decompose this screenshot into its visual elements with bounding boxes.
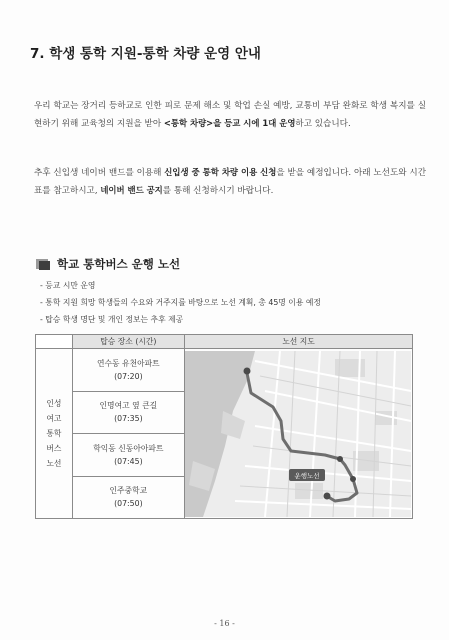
stop-time: (07:35) — [114, 414, 143, 424]
intro-text-1: 우리 학교는 장거리 등하교로 인한 피로 문제 해소 및 학업 손실 예방, 교통비 부담 완화로 학생 복지를 실현하기 위해 교육청의 지원을 받아 — [34, 101, 426, 129]
intro-text-2: 하고 있습니다. — [295, 118, 351, 129]
application-paragraph — [34, 164, 426, 199]
application-text-3: 를 통해 신청하시기 바랍니다. — [162, 185, 274, 196]
stop-cell — [72, 391, 184, 434]
application-bold-2: 네이버 밴드 공지 — [100, 184, 163, 195]
bullet-list — [40, 277, 321, 328]
application-text-1: 추후 신입생 네이버 밴드를 이용해 — [34, 168, 165, 178]
stop-marker — [324, 492, 331, 499]
stop-marker — [337, 456, 343, 462]
stop-cell — [72, 434, 184, 477]
route-label: 인성 여고 통학 버스 노선 — [46, 399, 62, 468]
stop-marker — [350, 476, 356, 482]
stop-name: 연수동 유천아파트 — [96, 358, 160, 368]
stop-time: (07:20) — [114, 371, 143, 381]
stop-name: 학익동 신동아아파트 — [93, 443, 164, 453]
bullet-item: - 탑승 학생 명단 및 개인 정보는 추후 제공 — [40, 315, 184, 324]
stop-cell — [72, 476, 184, 519]
route-map — [185, 351, 411, 517]
page-number: - 16 - — [214, 619, 235, 628]
section-title: 7. 학생 통학 지원-통학 차량 운영 안내 — [30, 46, 261, 62]
stop-cell — [72, 349, 184, 392]
intro-bold-1: <통학 차량>을 등교 시에 1대 운영 — [163, 117, 296, 128]
bullet-item: - 등교 시만 운영 — [40, 281, 96, 290]
table-row — [36, 349, 413, 392]
route-label-cell — [36, 349, 73, 519]
application-bold-1: 신입생 중 통학 차량 이용 신청 — [164, 167, 277, 177]
route-badge-label: 운행노선 — [294, 471, 321, 480]
intro-paragraph — [34, 98, 426, 132]
table-header-map: 노선 지도 — [184, 335, 412, 349]
subsection-title: 학교 통학버스 운행 노선 — [57, 257, 181, 271]
subsection-heading — [36, 255, 180, 273]
stop-name: 인주중학교 — [109, 486, 148, 496]
stop-time: (07:50) — [114, 499, 143, 509]
table-header-blank — [36, 335, 73, 349]
stop-time: (07:45) — [114, 456, 143, 466]
table-header-stop: 탑승 장소 (시간) — [72, 335, 184, 349]
route-table — [35, 334, 413, 519]
stop-marker — [244, 367, 251, 374]
bullet-item: - 통학 지원 희망 학생들의 수요와 거주지를 바탕으로 노선 계획, 총 45명 이용 예정 — [40, 298, 321, 307]
application-text-2: 을 받을 예정입니다. 아래 노선도와 시간표를 참고하시고, — [34, 168, 426, 196]
square-bullet-icon — [36, 259, 50, 270]
table-header-row — [36, 335, 413, 349]
stop-name: 인명여고 옆 큰길 — [99, 401, 158, 411]
route-map-cell — [184, 349, 412, 519]
